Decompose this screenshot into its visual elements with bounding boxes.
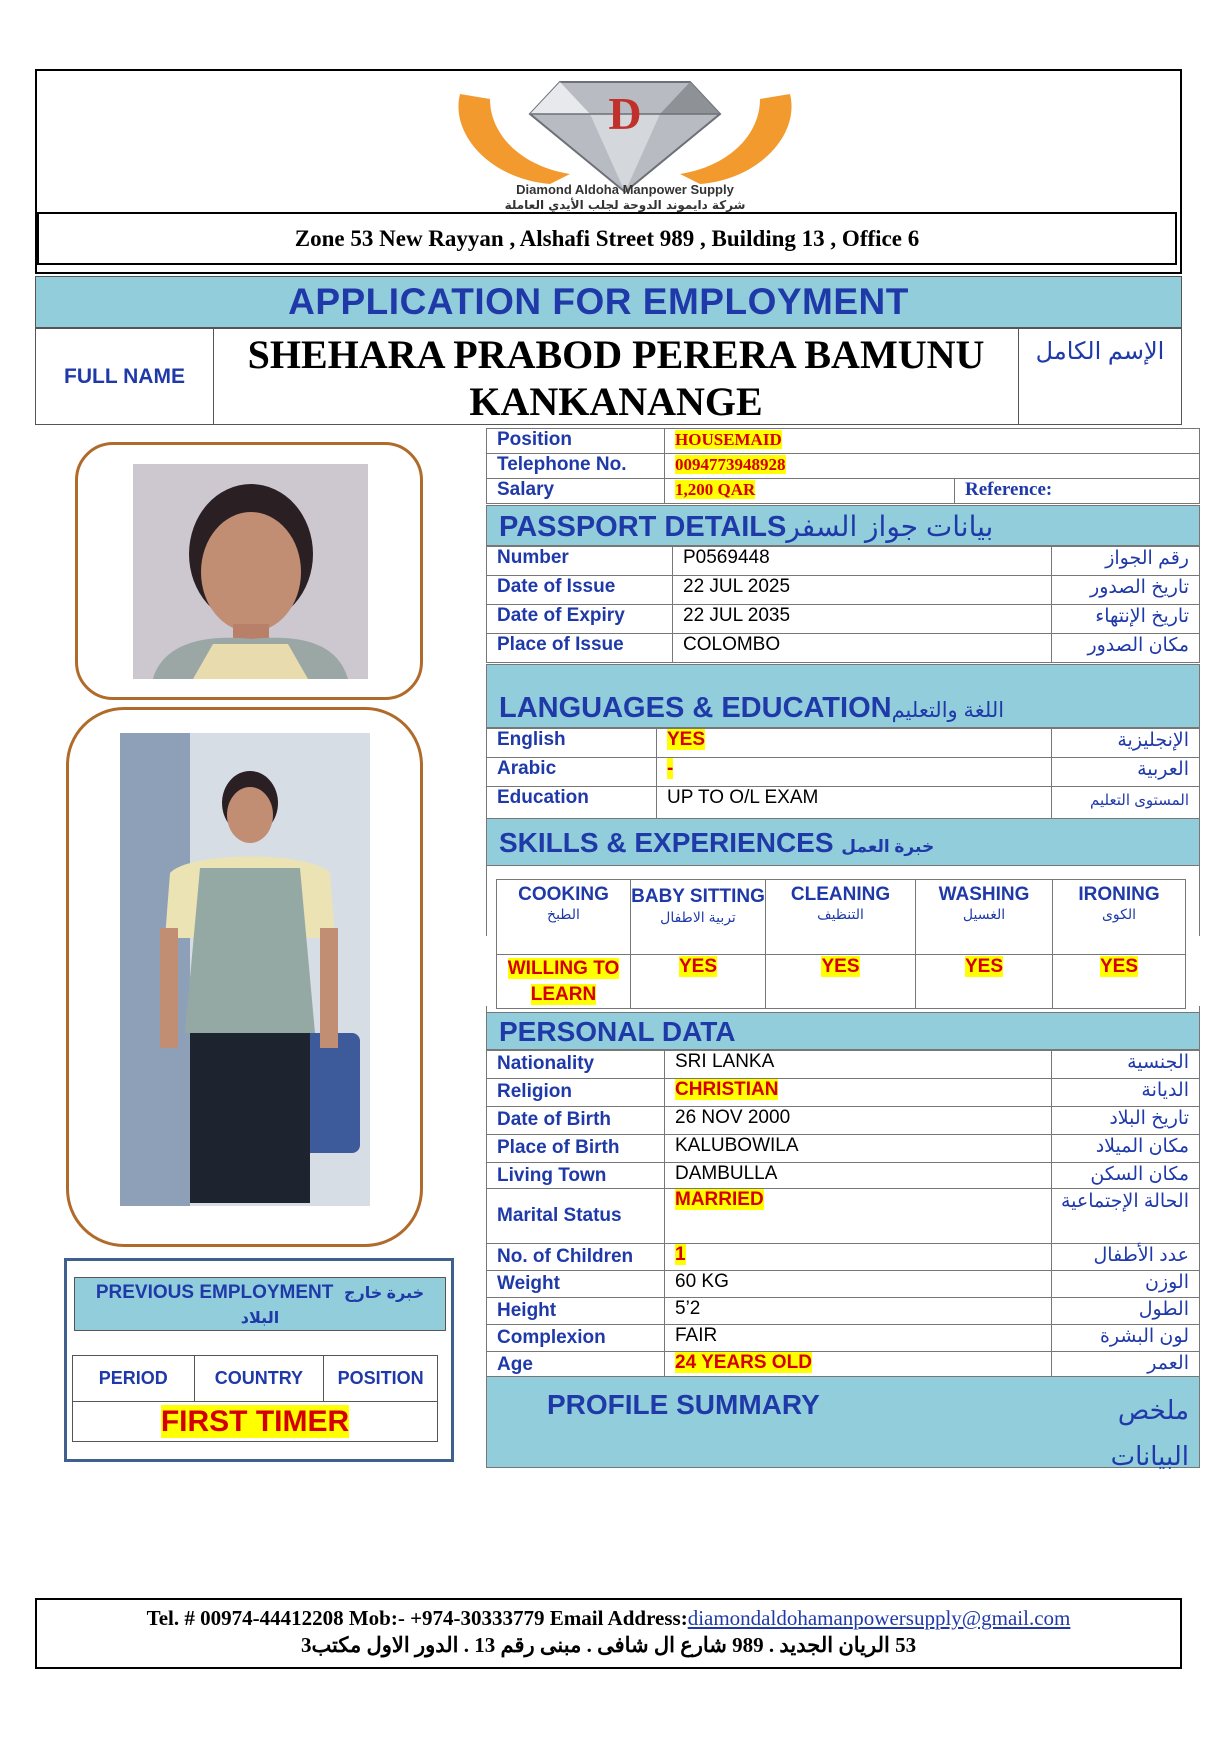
previous-employment-title-ar: خبرة خارج البلاد	[240, 1285, 425, 1327]
telephone-value: 0094773948928	[675, 455, 786, 474]
passport-issue-ar: تاريخ الصدور	[1052, 576, 1200, 605]
skill-cleaning-name: CLEANING	[790, 884, 891, 905]
passport-section-bar	[486, 505, 1200, 546]
religion-value: CHRISTIAN	[675, 1079, 779, 1100]
profile-section-bar	[486, 1376, 1200, 1471]
skills-title-ar: خبرة العمل	[841, 837, 935, 856]
skill-washing-ar: الغسيل	[962, 906, 1006, 922]
nationality-ar: الجنسية	[1052, 1051, 1200, 1079]
page-title: APPLICATION FOR EMPLOYMENT	[35, 276, 1182, 328]
living-town-label: Living Town	[487, 1163, 665, 1189]
marital-status-label: Marital Status	[487, 1189, 665, 1244]
job-info-table	[486, 428, 1200, 504]
arabic-cell	[657, 758, 1052, 787]
children-label: No. of Children	[487, 1244, 665, 1271]
religion-label: Religion	[487, 1079, 665, 1107]
arabic-label: Arabic	[487, 758, 657, 787]
skill-washing-value: YES	[964, 956, 1004, 977]
previous-employment-table	[72, 1355, 438, 1442]
education-ar: المستوى التعليم	[1052, 787, 1200, 819]
passport-number-label: Number	[487, 547, 673, 576]
complexion-label: Complexion	[487, 1325, 665, 1352]
age-value: 24 YEARS OLD	[675, 1352, 812, 1373]
passport-expiry-ar: تاريخ الإنتهاء	[1052, 605, 1200, 634]
telephone-cell	[665, 454, 1200, 479]
skill-cooking-value: WILLING TO LEARN	[507, 958, 620, 1005]
passport-number-ar: رقم الجواز	[1052, 547, 1200, 576]
dob-ar: تاريخ البلاد	[1052, 1107, 1200, 1135]
full-body-photo	[120, 733, 370, 1206]
english-ar: الإنجليزية	[1052, 729, 1200, 758]
weight-ar: الوزن	[1052, 1271, 1200, 1298]
languages-title: LANGUAGES & EDUCATION	[499, 692, 892, 724]
skills-table	[496, 879, 1186, 1009]
skill-washing	[916, 880, 1053, 955]
passport-expiry-label: Date of Expiry	[487, 605, 673, 634]
skill-cleaning-value: YES	[821, 956, 860, 977]
skill-ironing-name: IRONING	[1078, 884, 1160, 905]
skill-washing-value-cell	[916, 955, 1053, 1009]
previous-employment-title	[74, 1277, 446, 1331]
skills-section-bar	[486, 818, 1200, 866]
skills-title: SKILLS & EXPERIENCES	[499, 827, 834, 858]
skill-cooking-value-cell	[497, 955, 631, 1009]
marital-status-ar: الحالة الإجتماعية	[1052, 1189, 1200, 1244]
education-label: Education	[487, 787, 657, 819]
full-name-value: SHEHARA PRABOD PERERA BAMUNU KANKANANGE	[214, 329, 1019, 424]
languages-section-bar	[486, 664, 1200, 728]
children-value: 1	[675, 1244, 686, 1265]
skill-ironing-value-cell	[1053, 955, 1186, 1009]
previous-employment-title-en: PREVIOUS EMPLOYMENT	[95, 1282, 334, 1303]
salary-cell	[665, 479, 955, 504]
col-position: POSITION	[324, 1356, 438, 1402]
religion-cell	[665, 1079, 1052, 1107]
age-ar: العمر	[1052, 1352, 1200, 1379]
living-town-ar: مكان السكن	[1052, 1163, 1200, 1189]
skill-ironing-ar: الكوى	[1101, 906, 1137, 922]
skill-cleaning-value-cell	[766, 955, 916, 1009]
english-value: YES	[667, 729, 706, 750]
children-cell	[665, 1244, 1052, 1271]
complexion-ar: لون البشرة	[1052, 1325, 1200, 1352]
personal-title: PERSONAL DATA	[499, 1016, 736, 1047]
company-address: Zone 53 New Rayyan , Alshafi Street 989 , Building 13 , Office 6	[37, 212, 1177, 265]
dob-value: 26 NOV 2000	[665, 1107, 1052, 1135]
details-panel	[486, 428, 1200, 1471]
passport-number-value: P0569448	[673, 547, 1052, 576]
telephone-label: Telephone No.	[487, 454, 665, 479]
education-value: UP TO O/L EXAM	[657, 787, 1052, 819]
english-label: English	[487, 729, 657, 758]
height-value: 5’2	[665, 1298, 1052, 1325]
children-ar: عدد الأطفال	[1052, 1244, 1200, 1271]
skill-babysitting	[631, 880, 766, 955]
footer-phones: Tel. # 00974-44412208 Mob:- +974-30333779 Email Address:	[146, 1606, 688, 1630]
skill-cooking-ar: الطبخ	[547, 906, 580, 922]
salary-label: Salary	[487, 479, 665, 504]
weight-value: 60 KG	[665, 1271, 1052, 1298]
weight-label: Weight	[487, 1271, 665, 1298]
pob-value: KALUBOWILA	[665, 1135, 1052, 1163]
passport-title-ar: بيانات جواز السفر	[786, 511, 994, 542]
passport-expiry-value: 22 JUL 2035	[673, 605, 1052, 634]
full-name-label-ar: الإسم الكامل	[1035, 338, 1165, 365]
english-cell	[657, 729, 1052, 758]
skill-cooking-name: COOKING	[518, 884, 609, 905]
position-cell	[665, 429, 1200, 454]
position-label: Position	[487, 429, 665, 454]
pob-ar: مكان الميلاد	[1052, 1135, 1200, 1163]
complexion-value: FAIR	[665, 1325, 1052, 1352]
marital-status-value: MARRIED	[675, 1189, 764, 1210]
skill-babysitting-value: YES	[678, 956, 718, 977]
reference-label: Reference:	[955, 479, 1200, 504]
passport-issue-label: Date of Issue	[487, 576, 673, 605]
languages-table	[486, 728, 1200, 819]
logo-monogram: D	[608, 88, 642, 139]
age-label: Age	[487, 1352, 665, 1379]
passport-place-value: COLOMBO	[673, 634, 1052, 663]
passport-table	[486, 546, 1200, 663]
footer-contact	[37, 1600, 1180, 1631]
arabic-value: -	[667, 758, 674, 779]
dob-label: Date of Birth	[487, 1107, 665, 1135]
logo-text: Diamond Aldoha Manpower Supply	[516, 182, 734, 197]
passport-place-label: Place of Issue	[487, 634, 673, 663]
passport-title: PASSPORT DETAILS	[499, 511, 787, 543]
living-town-value: DAMBULLA	[665, 1163, 1052, 1189]
footer-address-ar: 53 الريان الجديد . 989 شارع ال شافى . مبنى رقم 13 . الدور الاول مكتب3	[300, 1633, 917, 1657]
position-value: HOUSEMAID	[675, 430, 782, 449]
profile-title: PROFILE SUMMARY	[547, 1389, 820, 1420]
full-name-row	[35, 328, 1182, 425]
skill-ironing-value: YES	[1099, 956, 1139, 977]
portrait-photo	[133, 464, 368, 679]
arabic-ar: العربية	[1052, 758, 1200, 787]
skill-babysitting-value-cell	[631, 955, 766, 1009]
full-name-label: FULL NAME	[36, 329, 214, 424]
marital-status-cell	[665, 1189, 1052, 1244]
previous-employment-value: FIRST TIMER	[160, 1404, 350, 1438]
passport-place-ar: مكان الصدور	[1052, 634, 1200, 663]
footer-email-link[interactable]: diamondaldohamanpowersupply@gmail.com	[687, 1606, 1071, 1630]
height-ar: الطول	[1052, 1298, 1200, 1325]
height-label: Height	[487, 1298, 665, 1325]
age-cell	[665, 1352, 1052, 1379]
skill-washing-name: WASHING	[938, 884, 1030, 905]
skill-babysitting-ar: تربية الاطفال	[660, 909, 736, 925]
languages-title-ar: اللغة والتعليم	[891, 699, 1005, 722]
nationality-label: Nationality	[487, 1051, 665, 1079]
personal-table	[486, 1050, 1200, 1379]
col-country: COUNTRY	[194, 1356, 324, 1402]
skill-cleaning-ar: التنظيف	[817, 906, 864, 922]
skill-ironing	[1053, 880, 1186, 955]
religion-ar: الديانة	[1052, 1079, 1200, 1107]
salary-value: 1,200 QAR	[675, 480, 756, 499]
skill-cooking	[497, 880, 631, 955]
company-logo	[430, 74, 820, 214]
profile-title-ar: ملخص البيانات	[1110, 1395, 1189, 1471]
logo-text-ar: شركة دايموند الدوحة لجلب الأيدي العاملة	[504, 198, 746, 212]
nationality-value: SRI LANKA	[665, 1051, 1052, 1079]
personal-section-bar	[486, 1012, 1200, 1050]
skill-babysitting-name: BABY SITTING	[631, 886, 765, 907]
pob-label: Place of Birth	[487, 1135, 665, 1163]
footer	[35, 1598, 1182, 1669]
col-period: PERIOD	[73, 1356, 195, 1402]
skill-cleaning	[766, 880, 916, 955]
passport-issue-value: 22 JUL 2025	[673, 576, 1052, 605]
